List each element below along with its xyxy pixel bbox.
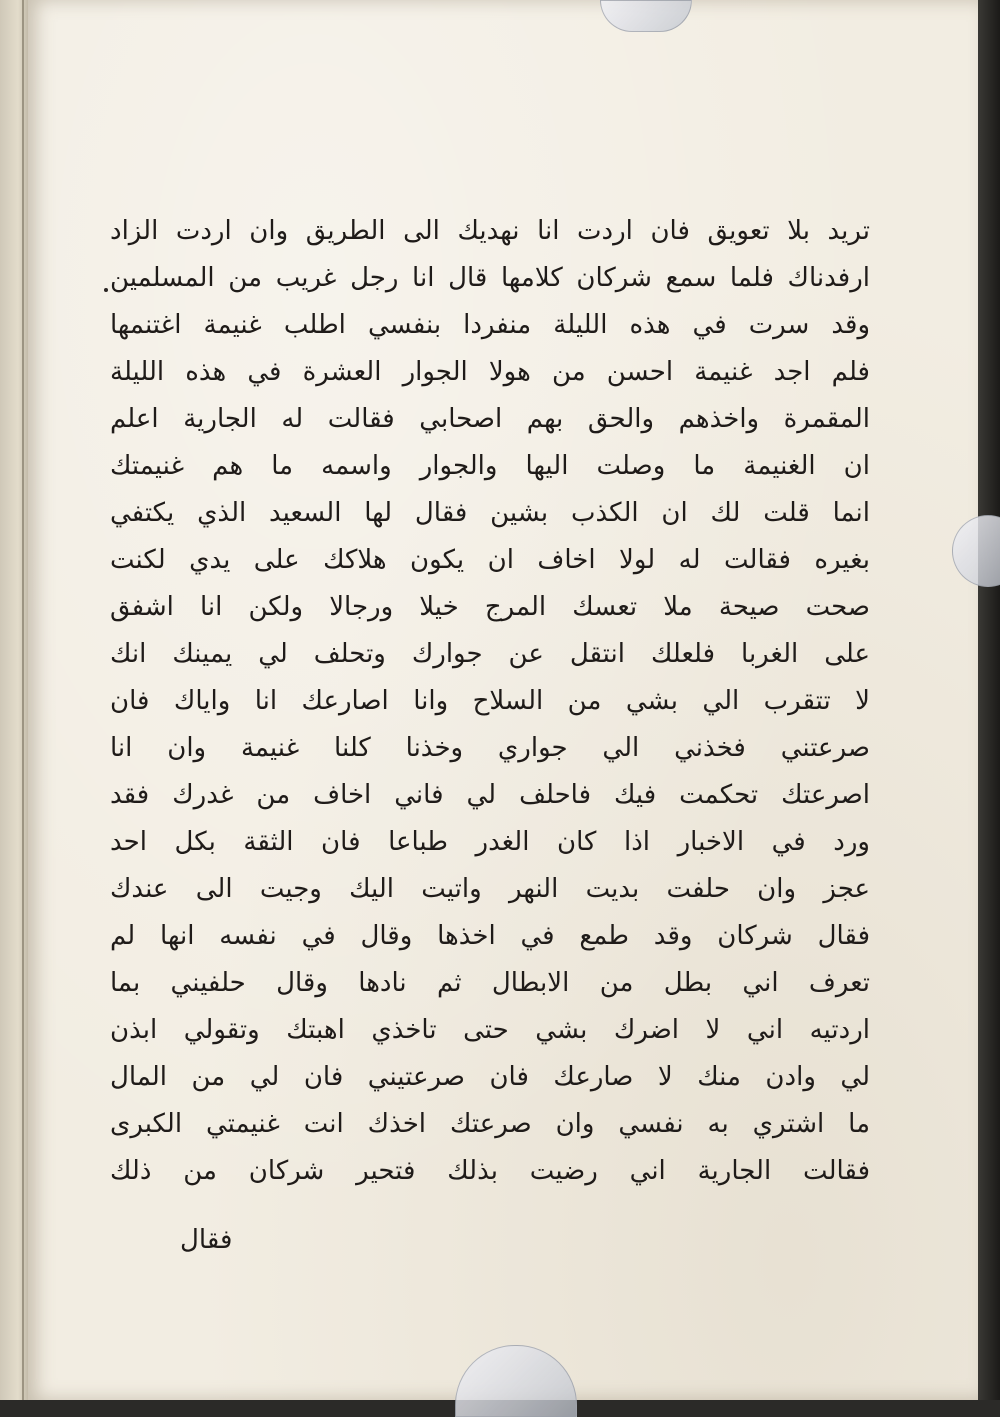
text-line-8: بغيره فقالت له لولا اخاف ان يكون هلاكك على يدي لكنت — [110, 545, 870, 575]
text-line-19: لي وادن منك لا صارعك فان صرعتيني فان لي من المال — [110, 1062, 870, 1092]
text-line-10: على الغربا فلعلك انتقل عن جوارك وتحلف لي يمينك انك — [110, 639, 870, 669]
text-line-1: تريد بلا تعويق فان اردت انا نهديك الى الطريق وان اردت الزاد — [110, 216, 870, 246]
text-line-6: ان الغنيمة ما وصلت اليها والجوار واسمه ما هم غنيمتك — [110, 451, 870, 481]
previous-page-edge — [0, 0, 30, 1400]
text-line-9: صحت صيحة ملا تعسك المرج خيلا ورجالا ولكن انا اشفق — [110, 592, 870, 622]
page-edge-shadow — [978, 0, 1000, 1400]
text-line-4: فلم اجد غنيمة احسن من هولا الجوار العشرة في هذه الليلة — [110, 357, 870, 387]
text-line-5: المقمرة واخذهم والحق بهم اصحابي فقالت له الجارية اعلم — [110, 404, 870, 434]
text-line-11: لا تتقرب الي بشي من السلاح وانا اصارعك انا واياك فان — [110, 686, 870, 716]
text-line-14: ورد في الاخبار اذا كان الغدر طباعا فان الثقة بكل احد — [110, 827, 870, 857]
text-line-3: وقد سرت في هذه الليلة منفردا بنفسي اطلب غنيمة اغتنمها — [110, 310, 870, 340]
text-line-18: اردتيه اني لا اضرك بشي حتى تاخذي اهبتك وتقولي ابذن — [110, 1015, 870, 1045]
text-line-17: تعرف اني بطل من الابطال ثم نادها وقال حلفيني بما — [110, 968, 870, 998]
text-line-2: ارفدناك فلما سمع شركان كلامها قال انا رجل غريب من المسلمين — [110, 263, 870, 293]
catchword: فقال — [180, 1225, 233, 1255]
text-line-13: اصرعتك تحكمت فيك فاحلف لي فاني اخاف من غدرك فقد — [110, 780, 870, 810]
manuscript-text-block — [110, 208, 870, 1195]
text-line-15: عجز وان حلفت بديت النهر واتيت اليك وجيت الى عندك — [110, 874, 870, 904]
text-line-7: انما قلت لك ان الكذب بشين فقال لها السعيد الذي يكتفي — [110, 498, 870, 528]
text-line-20: ما اشتري به نفسي وان صرعتك اخذك انت غنيمتي الكبرى — [110, 1109, 870, 1139]
text-line-21: فقالت الجارية اني رضيت بذلك فتحير شركان من ذلك — [110, 1156, 870, 1186]
page-fold-line — [22, 0, 24, 1400]
text-line-12: صرعتني فخذني الي جواري وخذنا كلنا غنيمة وان انا — [110, 733, 870, 763]
text-line-16: فقال شركان وقد طمع في اخذها وقال في نفسه انها لم — [110, 921, 870, 951]
margin-ink-dot — [104, 288, 108, 292]
